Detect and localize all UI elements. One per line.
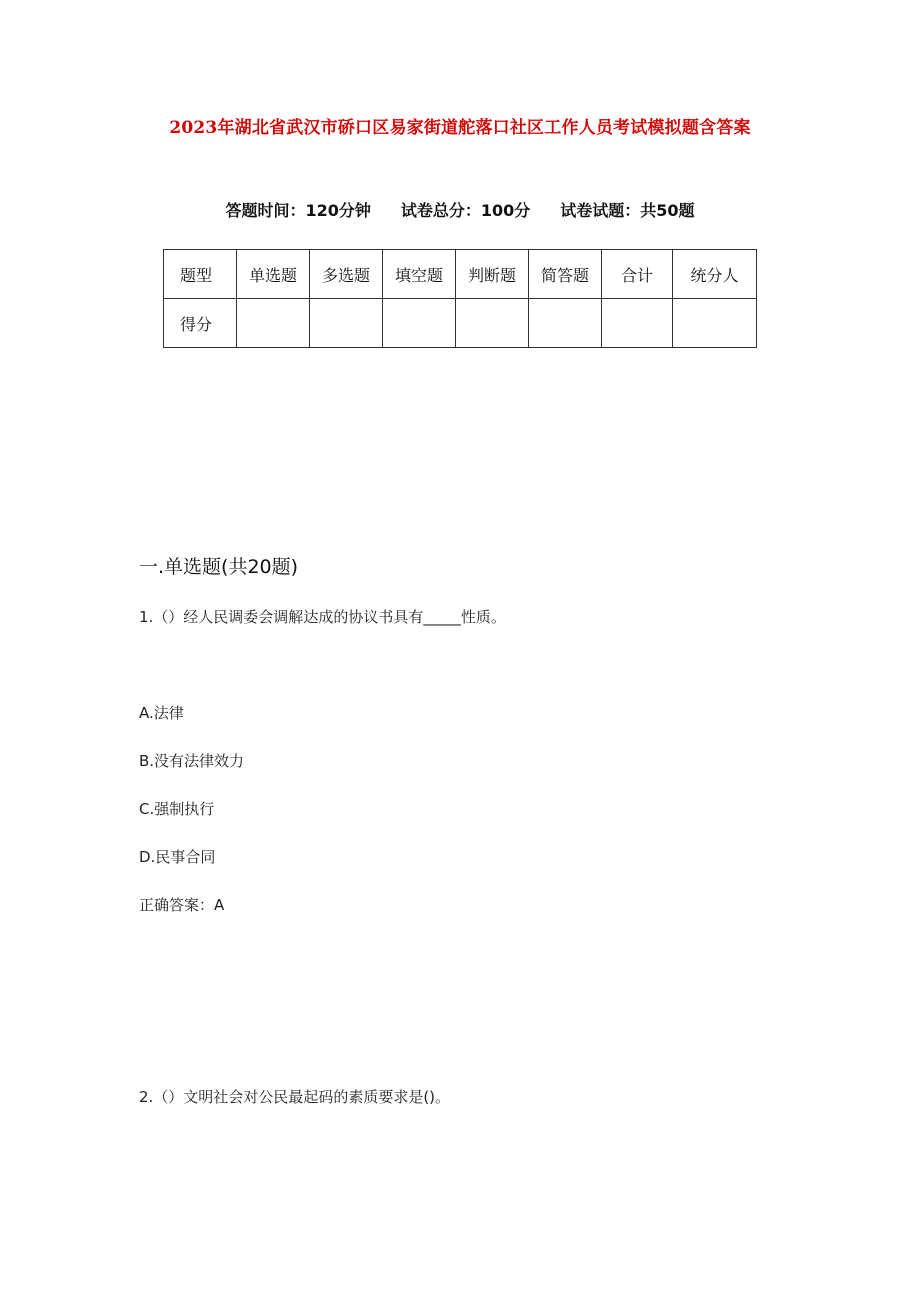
score-cell (602, 299, 673, 348)
header-cell-total: 合计 (602, 250, 673, 299)
header-cell-single-choice: 单选题 (237, 250, 310, 299)
header-cell-short-answer: 简答题 (529, 250, 602, 299)
question-2-text: 2.（）文明社会对公民最起码的素质要求是()。 (139, 1088, 451, 1106)
question-1-option-d: D.民事合同 (139, 848, 216, 866)
row-label-score: 得分 (164, 299, 237, 348)
header-cell-scorer: 统分人 (673, 250, 757, 299)
score-table-score-row (164, 299, 757, 348)
header-cell-multiple-choice: 多选题 (310, 250, 383, 299)
header-cell-type: 题型 (164, 250, 237, 299)
header-cell-fill-blank: 填空题 (383, 250, 456, 299)
document-title: 2023年湖北省武汉市硚口区易家街道舵落口社区工作人员考试模拟题含答案 (169, 118, 751, 138)
exam-info (0, 198, 920, 221)
score-cell (310, 299, 383, 348)
score-cell (456, 299, 529, 348)
exam-time: 答题时间：120分钟 (225, 201, 371, 220)
section-title: 一.单选题(共20题) (139, 556, 299, 578)
score-cell (529, 299, 602, 348)
score-cell (673, 299, 757, 348)
question-1-text: 1.（）经人民调委会调解达成的协议书具有_____性质。 (139, 608, 506, 626)
question-1-option-b: B.没有法律效力 (139, 752, 245, 770)
question-1-answer: 正确答案：A (139, 896, 225, 914)
question-1-option-c: C.强制执行 (139, 800, 215, 818)
exam-question-count: 试卷试题：共50题 (560, 201, 695, 220)
score-table-header-row (164, 250, 757, 299)
score-table (163, 249, 757, 348)
header-cell-true-false: 判断题 (456, 250, 529, 299)
score-cell (383, 299, 456, 348)
score-cell (237, 299, 310, 348)
question-1-option-a: A.法律 (139, 704, 184, 722)
exam-total-score: 试卷总分：100分 (400, 201, 531, 220)
